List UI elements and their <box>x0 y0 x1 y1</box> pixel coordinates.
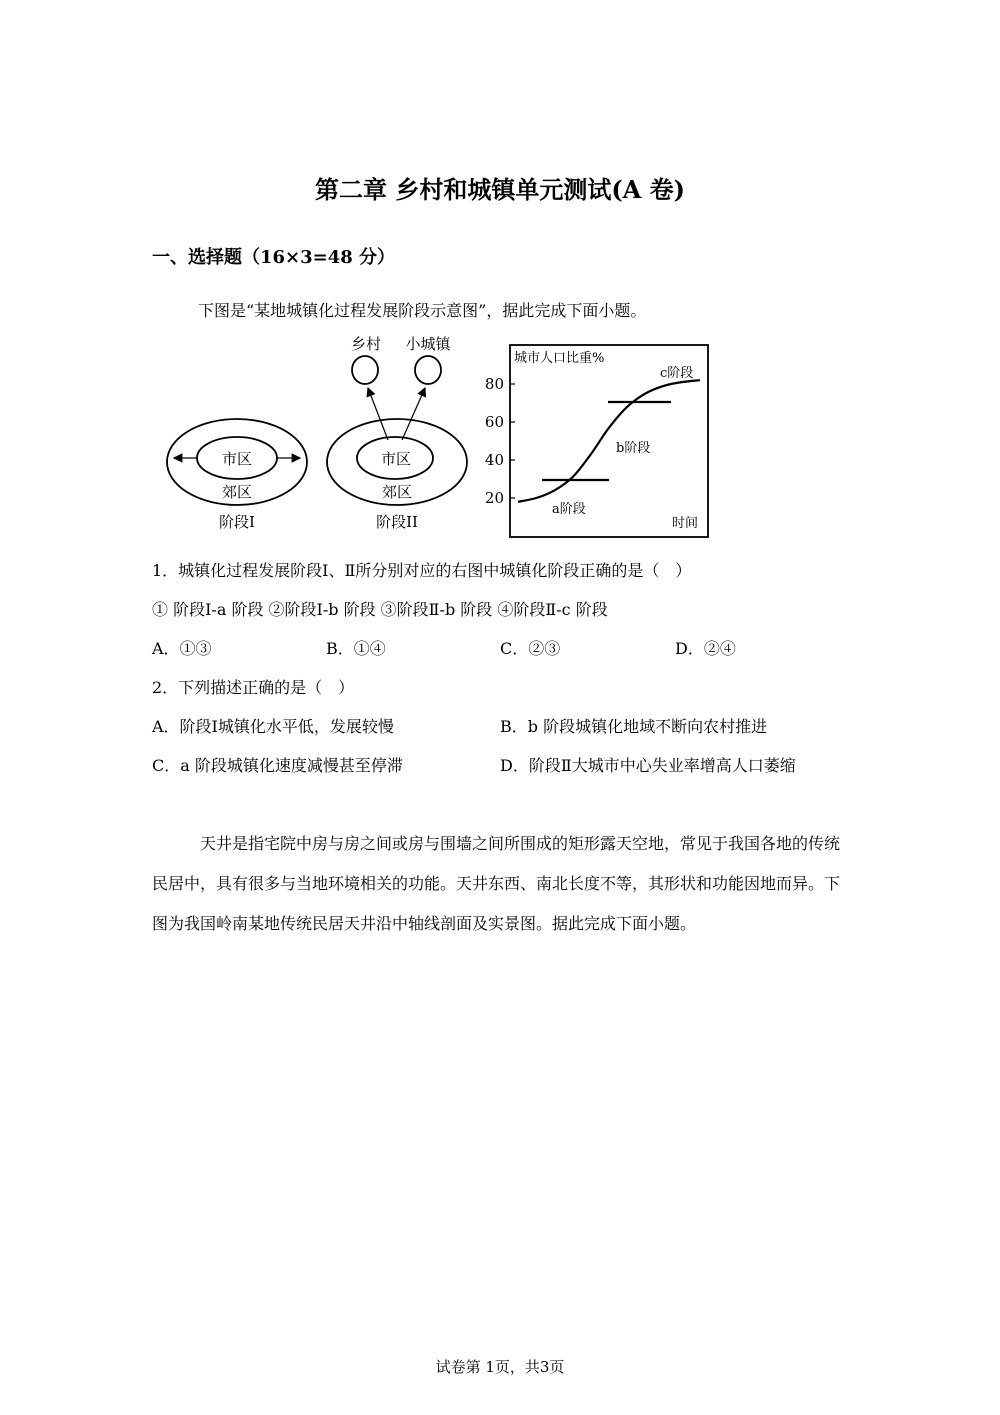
annotation-a: a阶段 <box>552 502 586 517</box>
stage1-label: 阶段I <box>219 513 255 531</box>
intro-text: 下图是“某地城镇化过程发展阶段示意图”，据此完成下面小题。 <box>198 301 647 320</box>
question-1-option-b[interactable]: B．①④ <box>326 639 386 658</box>
question-2-option-c[interactable]: C．a 阶段城镇化速度减慢甚至停滞 <box>152 756 403 775</box>
stage2-arrow-right <box>402 388 425 440</box>
stage2-label: 阶段II <box>376 513 418 531</box>
village-ellipse <box>352 356 378 384</box>
question-2-option-d[interactable]: D．阶段Ⅱ大城市中心失业率增高人口萎缩 <box>500 756 796 775</box>
small-town-label: 小城镇 <box>405 335 451 353</box>
y-tick-label: 20 <box>484 489 504 507</box>
chart-series-line <box>518 380 700 502</box>
annotation-b: b阶段 <box>616 441 651 456</box>
stage2-suburb-label: 郊区 <box>381 483 413 501</box>
y-tick-label: 60 <box>484 413 504 431</box>
section-heading: 一、选择题（16×3=48 分） <box>152 247 396 268</box>
stage1-city-label: 市区 <box>221 450 253 468</box>
question-1-option-a[interactable]: A．①③ <box>152 639 212 658</box>
question-1-option-d[interactable]: D．②④ <box>675 639 736 658</box>
passage-paragraph <box>152 824 842 944</box>
page-title: 第二章 乡村和城镇单元测试(A 卷) <box>314 175 686 204</box>
stage2-city-label: 市区 <box>380 450 412 468</box>
question-1-option-c[interactable]: C．②③ <box>500 639 561 658</box>
question-1-stem: 1．城镇化过程发展阶段Ⅰ、Ⅱ所分别对应的右图中城镇化阶段正确的是（ ） <box>152 561 692 580</box>
page-footer: 试卷第 1页，共3页 <box>435 1358 565 1376</box>
stage1-suburb-label: 郊区 <box>221 483 253 501</box>
urbanization-chart <box>485 345 708 537</box>
question-2-option-a[interactable]: A．阶段Ⅰ城镇化水平低，发展较慢 <box>152 717 394 736</box>
question-1-statements: ① 阶段Ⅰ-a 阶段 ②阶段Ⅰ-b 阶段 ③阶段Ⅱ-b 阶段 ④阶段Ⅱ-c 阶段 <box>152 600 608 619</box>
question-2-option-b[interactable]: B．b 阶段城镇化地域不断向农村推进 <box>500 717 768 736</box>
stage2-diagram <box>327 335 467 531</box>
stage1-diagram <box>167 419 307 531</box>
annotation-c: c阶段 <box>660 366 694 381</box>
y-tick-label: 40 <box>484 451 504 469</box>
question-2-stem: 2．下列描述正确的是（ ） <box>152 678 355 697</box>
y-tick-label: 80 <box>484 375 504 393</box>
small-town-ellipse <box>415 356 441 384</box>
passage-text: 天井是指宅院中房与房之间或房与围墙之间所围成的矩形露天空地，常见于我国各地的传统民居中，具有很多与当地环境相关的功能。天井东西、南北长度不等，其形状和功能因地而异。下图为我国岭南某地传统民居天井沿中轴线剖面及实景图。据此完成下面小题。 <box>152 834 841 933</box>
chart-y-label: 城市人口比重% <box>514 351 605 366</box>
stage2-arrow-left <box>368 388 388 440</box>
village-label: 乡村 <box>350 335 382 353</box>
chart-x-label: 时间 <box>671 516 699 531</box>
urbanization-figure <box>160 330 720 545</box>
